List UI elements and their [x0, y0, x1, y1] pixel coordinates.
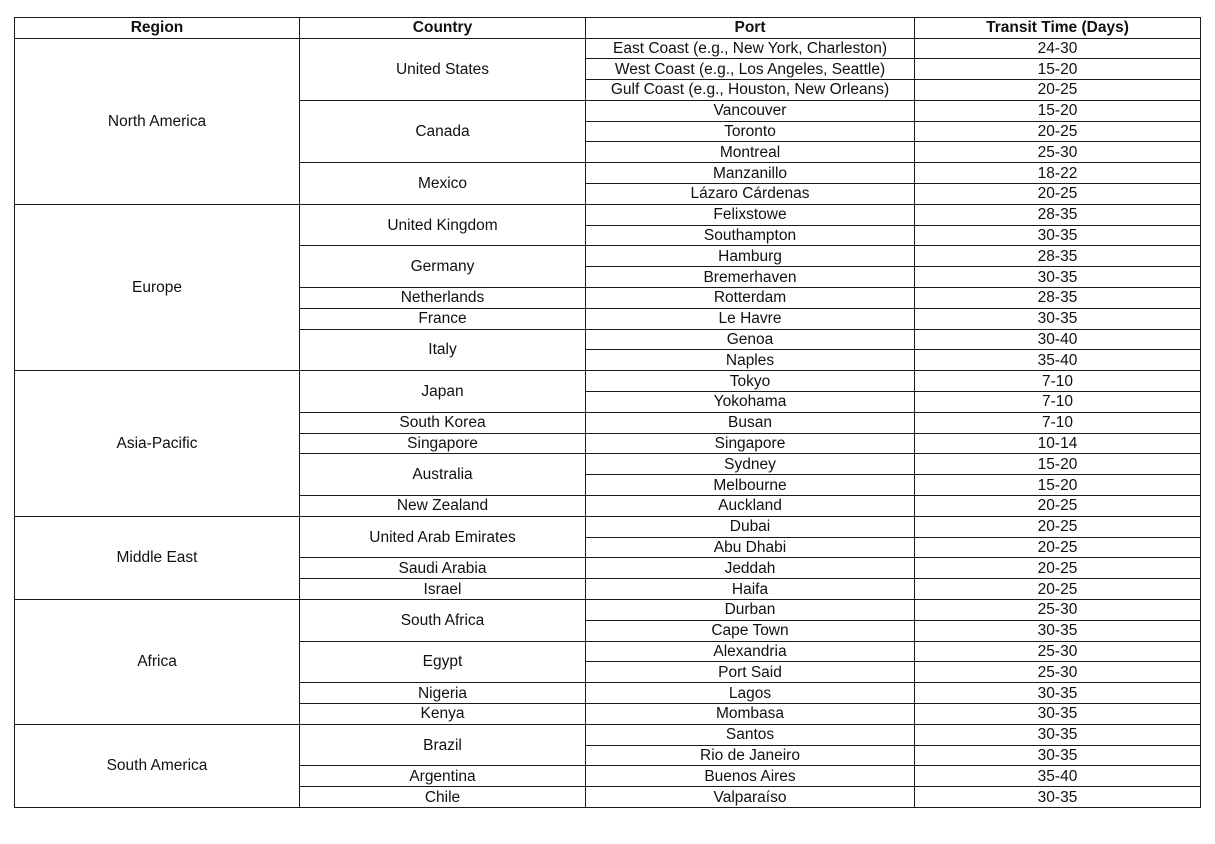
transit-time-cell: 28-35	[915, 288, 1201, 309]
transit-time-cell: 30-35	[915, 620, 1201, 641]
transit-time-cell: 35-40	[915, 350, 1201, 371]
country-cell: South Africa	[300, 600, 586, 642]
transit-time-cell: 35-40	[915, 766, 1201, 787]
transit-time-cell: 10-14	[915, 433, 1201, 454]
table-body	[15, 38, 1201, 807]
port-cell: Genoa	[586, 329, 915, 350]
country-cell: Brazil	[300, 724, 586, 766]
transit-time-cell: 30-35	[915, 683, 1201, 704]
transit-time-cell: 30-35	[915, 308, 1201, 329]
port-cell: Mombasa	[586, 704, 915, 725]
transit-time-cell: 25-30	[915, 600, 1201, 621]
country-cell: South Korea	[300, 412, 586, 433]
port-cell: Yokohama	[586, 392, 915, 413]
port-cell: East Coast (e.g., New York, Charleston)	[586, 38, 915, 59]
country-cell: Netherlands	[300, 288, 586, 309]
country-cell: Japan	[300, 371, 586, 413]
region-cell: North America	[15, 38, 300, 204]
port-cell: Auckland	[586, 496, 915, 517]
transit-time-cell: 20-25	[915, 537, 1201, 558]
transit-time-cell: 30-35	[915, 724, 1201, 745]
header-country: Country	[300, 18, 586, 39]
header-region: Region	[15, 18, 300, 39]
transit-time-cell: 20-25	[915, 496, 1201, 517]
port-cell: Busan	[586, 412, 915, 433]
port-cell: Singapore	[586, 433, 915, 454]
header-port: Port	[586, 18, 915, 39]
transit-time-cell: 20-25	[915, 558, 1201, 579]
transit-time-cell: 7-10	[915, 371, 1201, 392]
port-cell: Southampton	[586, 225, 915, 246]
transit-time-cell: 20-25	[915, 579, 1201, 600]
transit-time-cell: 25-30	[915, 142, 1201, 163]
port-cell: Haifa	[586, 579, 915, 600]
transit-time-cell: 15-20	[915, 454, 1201, 475]
port-cell: Lázaro Cárdenas	[586, 184, 915, 205]
region-cell: Middle East	[15, 516, 300, 599]
transit-time-cell: 15-20	[915, 59, 1201, 80]
table-row	[15, 516, 1201, 537]
country-cell: Egypt	[300, 641, 586, 683]
header-row	[15, 18, 1201, 39]
country-cell: Kenya	[300, 704, 586, 725]
country-cell: Nigeria	[300, 683, 586, 704]
region-cell: South America	[15, 724, 300, 807]
port-cell: Dubai	[586, 516, 915, 537]
country-cell: United Kingdom	[300, 204, 586, 246]
region-cell: Europe	[15, 204, 300, 370]
port-cell: Montreal	[586, 142, 915, 163]
port-cell: West Coast (e.g., Los Angeles, Seattle)	[586, 59, 915, 80]
transit-time-cell: 30-35	[915, 225, 1201, 246]
port-cell: Sydney	[586, 454, 915, 475]
transit-time-cell: 15-20	[915, 475, 1201, 496]
transit-time-cell: 30-35	[915, 745, 1201, 766]
port-cell: Lagos	[586, 683, 915, 704]
port-cell: Felixstowe	[586, 204, 915, 225]
country-cell: United States	[300, 38, 586, 100]
header-transit-time: Transit Time (Days)	[915, 18, 1201, 39]
country-cell: Mexico	[300, 163, 586, 205]
country-cell: Canada	[300, 100, 586, 162]
country-cell: Chile	[300, 787, 586, 808]
country-cell: France	[300, 308, 586, 329]
port-cell: Alexandria	[586, 641, 915, 662]
port-cell: Melbourne	[586, 475, 915, 496]
country-cell: Israel	[300, 579, 586, 600]
country-cell: Singapore	[300, 433, 586, 454]
port-cell: Abu Dhabi	[586, 537, 915, 558]
transit-time-cell: 20-25	[915, 184, 1201, 205]
port-cell: Rio de Janeiro	[586, 745, 915, 766]
region-cell: Asia-Pacific	[15, 371, 300, 517]
transit-time-cell: 30-40	[915, 329, 1201, 350]
port-cell: Buenos Aires	[586, 766, 915, 787]
transit-time-cell: 30-35	[915, 267, 1201, 288]
transit-time-cell: 15-20	[915, 100, 1201, 121]
country-cell: New Zealand	[300, 496, 586, 517]
port-cell: Bremerhaven	[586, 267, 915, 288]
table-row	[15, 371, 1201, 392]
port-cell: Gulf Coast (e.g., Houston, New Orleans)	[586, 80, 915, 101]
port-cell: Le Havre	[586, 308, 915, 329]
transit-time-table	[14, 17, 1201, 808]
port-cell: Hamburg	[586, 246, 915, 267]
transit-time-cell: 24-30	[915, 38, 1201, 59]
country-cell: Italy	[300, 329, 586, 371]
port-cell: Rotterdam	[586, 288, 915, 309]
transit-time-cell: 30-35	[915, 704, 1201, 725]
transit-time-cell: 18-22	[915, 163, 1201, 184]
country-cell: United Arab Emirates	[300, 516, 586, 558]
port-cell: Durban	[586, 600, 915, 621]
country-cell: Australia	[300, 454, 586, 496]
port-cell: Naples	[586, 350, 915, 371]
transit-time-cell: 7-10	[915, 412, 1201, 433]
transit-time-cell: 28-35	[915, 246, 1201, 267]
country-cell: Saudi Arabia	[300, 558, 586, 579]
port-cell: Santos	[586, 724, 915, 745]
transit-time-cell: 28-35	[915, 204, 1201, 225]
transit-time-cell: 20-25	[915, 80, 1201, 101]
port-cell: Valparaíso	[586, 787, 915, 808]
transit-time-cell: 7-10	[915, 392, 1201, 413]
table-row	[15, 38, 1201, 59]
port-cell: Cape Town	[586, 620, 915, 641]
port-cell: Jeddah	[586, 558, 915, 579]
port-cell: Vancouver	[586, 100, 915, 121]
region-cell: Africa	[15, 600, 300, 725]
country-cell: Argentina	[300, 766, 586, 787]
transit-time-cell: 20-25	[915, 516, 1201, 537]
transit-time-cell: 25-30	[915, 641, 1201, 662]
transit-time-cell: 30-35	[915, 787, 1201, 808]
transit-time-cell: 20-25	[915, 121, 1201, 142]
transit-time-cell: 25-30	[915, 662, 1201, 683]
port-cell: Port Said	[586, 662, 915, 683]
port-cell: Manzanillo	[586, 163, 915, 184]
table-row	[15, 724, 1201, 745]
port-cell: Toronto	[586, 121, 915, 142]
table-row	[15, 204, 1201, 225]
port-cell: Tokyo	[586, 371, 915, 392]
table-row	[15, 600, 1201, 621]
country-cell: Germany	[300, 246, 586, 288]
